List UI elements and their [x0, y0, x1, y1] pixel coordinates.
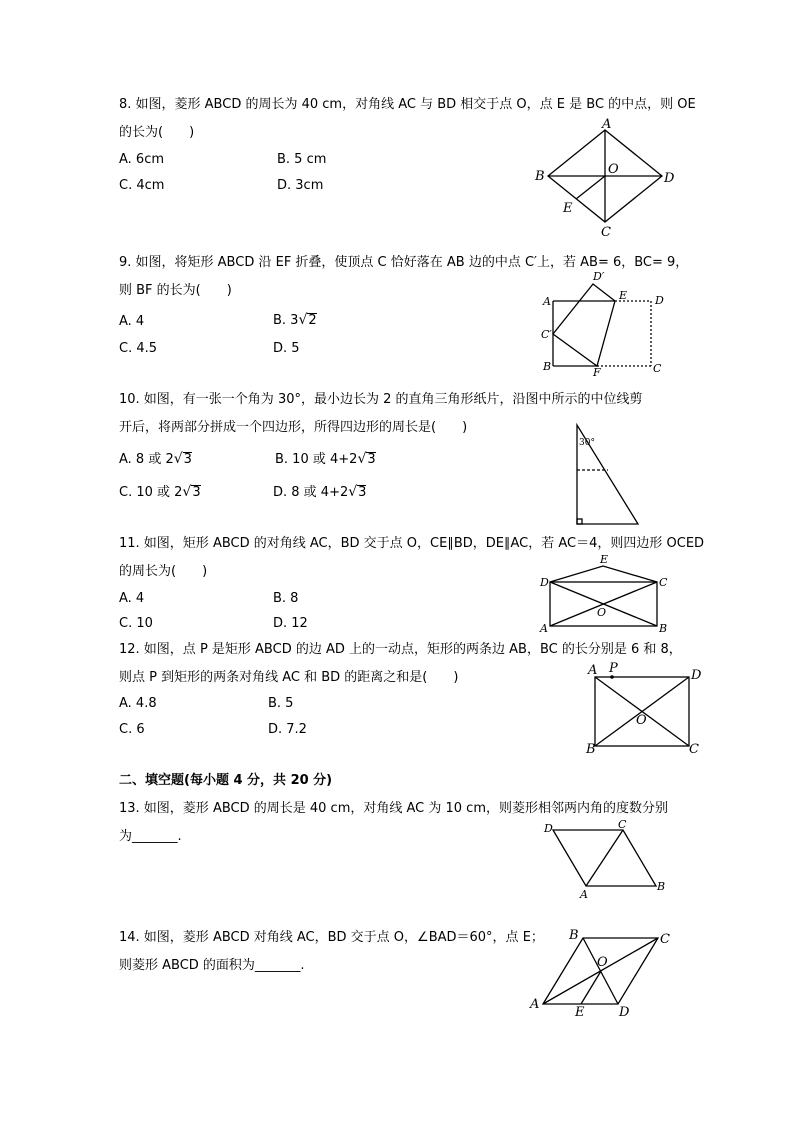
q11-stem-line1: 11. 如图，矩形 ABCD 的对角线 AC，BD 交于点 O，CE∥BD，DE∥AC，若 AC＝4，则四边形 OCED [119, 536, 705, 551]
q11-option-c: C. 10 [119, 616, 153, 631]
q12-option-c: C. 6 [119, 722, 145, 737]
q8-label-e: E [563, 201, 573, 216]
q10-option-b-radicand: 3 [367, 452, 376, 467]
q12-stem-line1: 12. 如图，点 P 是矩形 ABCD 的边 AD 上的一动点，矩形的两条边 AB，BC 的长分别是 6 和 8， [119, 642, 682, 657]
q8-label-d: D [664, 171, 675, 186]
q9-figure-fold [535, 266, 670, 378]
q14-label-o: O [597, 955, 608, 970]
q14-label-c: C [660, 932, 670, 947]
q9-label-c-prime: C′ [541, 328, 552, 341]
q14-stem-line2: 则菱形 ABCD 的面积为_______. [119, 958, 305, 973]
q13-label-b: B [657, 880, 666, 893]
q11-option-a: A. 4 [119, 591, 145, 606]
q8-label-o: O [608, 162, 619, 177]
q9-label-f: F [593, 366, 601, 378]
q9-stem-line2: 则 BF 的长为( ) [119, 283, 232, 298]
q10-option-a-prefix: A. 8 或 2 [119, 452, 174, 467]
q9-option-b: B. 3√2 [273, 312, 317, 328]
q11-label-c: C [659, 576, 668, 589]
q9-folded-part [553, 284, 615, 366]
q10-option-c-radicand: 3 [192, 485, 201, 500]
q14-label-a: A [530, 997, 540, 1012]
q8-option-a: A. 6cm [119, 152, 165, 167]
q13-diagonal-ac [586, 830, 623, 886]
q9-stem-line1: 9. 如图，将矩形 ABCD 沿 EF 折叠，使顶点 C 恰好落在 AB 边的中点 C′上，若 AB= 6，BC= 9， [119, 255, 689, 270]
q10-option-a-radicand: 3 [183, 452, 192, 467]
q14-figure-rhombus [527, 922, 677, 1022]
q12-label-o: O [636, 713, 647, 728]
q8-stem-line1: 8. 如图，菱形 ABCD 的周长为 40 cm，对角线 AC 与 BD 相交于点 O，点 E 是 BC 的中点，则 OE [119, 97, 696, 112]
q9-label-e: E [619, 289, 628, 302]
q10-option-a: A. 8 或 2√3 [119, 451, 192, 467]
q10-stem-line1: 10. 如图，有一张一个角为 30°，最小边长为 2 的直角三角形纸片，沿图中所示的中位线剪 [119, 392, 643, 407]
q10-stem-line2: 开后，将两部分拼成一个四边形，所得四边形的周长是( ) [119, 420, 468, 435]
q8-option-c: C. 4cm [119, 178, 165, 193]
q11-label-o: O [597, 606, 607, 619]
q10-option-d-radicand: 3 [358, 485, 367, 500]
q12-option-d: D. 7.2 [268, 722, 307, 737]
q13-label-c: C [618, 818, 627, 831]
q10-option-c-prefix: C. 10 或 2 [119, 485, 183, 500]
q14-stem-line1: 14. 如图，菱形 ABCD 对角线 AC，BD 交于点 O，∠BAD＝60°，点 E； [119, 930, 544, 945]
q9-option-b-radicand: 2 [308, 313, 317, 328]
q8-option-b: B. 5 cm [277, 152, 327, 167]
q13-label-a: A [580, 888, 588, 900]
q9-option-c: C. 4.5 [119, 341, 158, 356]
q9-option-b-prefix: B. 3 [273, 313, 299, 328]
q10-label-angle: 30° [579, 438, 595, 448]
q11-option-b: B. 8 [273, 591, 299, 606]
q11-stem-line2: 的周长为( ) [119, 564, 208, 579]
q9-option-a: A. 4 [119, 314, 145, 329]
q9-label-c: C [653, 362, 662, 375]
q10-option-c: C. 10 或 2√3 [119, 484, 201, 500]
q11-label-d: D [540, 576, 549, 589]
q9-label-b: B [543, 360, 552, 373]
q8-stem-line2: 的长为( ) [119, 125, 195, 140]
q10-option-d: D. 8 或 4+2√3 [273, 484, 367, 500]
q13-label-d: D [544, 822, 553, 835]
q13-figure-rhombus [538, 818, 673, 900]
q12-label-b: B [586, 742, 596, 757]
q9-label-a: A [543, 295, 551, 308]
q13-stem-line1: 13. 如图，菱形 ABCD 的周长是 40 cm，对角线 AC 为 10 cm，则菱形相邻两内角的度数分别 [119, 801, 668, 816]
q10-option-d-prefix: D. 8 或 4+2 [273, 485, 349, 500]
q11-label-b: B [659, 622, 668, 634]
q10-option-b: B. 10 或 4+2√3 [275, 451, 376, 467]
q12-label-d: D [691, 668, 702, 683]
q12-option-b: B. 5 [268, 696, 294, 711]
q12-stem-line2: 则点 P 到矩形的两条对角线 AC 和 BD 的距离之和是( ) [119, 670, 459, 685]
q9-option-d: D. 5 [273, 341, 300, 356]
q8-segment-oe [576, 176, 605, 199]
q11-label-e: E [600, 553, 609, 566]
q10-figure-triangle [570, 420, 645, 530]
q14-label-d: D [619, 1005, 630, 1020]
q11-figure-rectangle [535, 552, 670, 634]
q10-right-angle-mark [577, 519, 582, 524]
q8-label-b: B [535, 169, 545, 184]
q14-label-b: B [569, 928, 579, 943]
q11-label-a: A [540, 622, 548, 634]
q12-figure-rectangle [583, 660, 703, 758]
q11-option-d: D. 12 [273, 616, 308, 631]
q8-label-c: C [601, 225, 611, 240]
q8-label-a: A [602, 117, 612, 132]
q10-option-b-prefix: B. 10 或 4+2 [275, 452, 358, 467]
section-2-heading: 二、填空题(每小题 4 分，共 20 分) [119, 773, 333, 788]
q8-figure-rhombus [530, 115, 680, 240]
q14-label-e: E [575, 1005, 585, 1020]
q12-option-a: A. 4.8 [119, 696, 157, 711]
q12-label-p: P [609, 661, 618, 676]
q9-label-d-prime: D′ [593, 270, 605, 283]
q12-label-a: A [588, 663, 598, 678]
q13-stem-line2: 为_______. [119, 829, 182, 844]
q9-label-d: D [655, 294, 664, 307]
q11-segments-de-ec [550, 566, 657, 582]
q8-option-d: D. 3cm [277, 178, 324, 193]
q12-label-c: C [689, 742, 699, 757]
